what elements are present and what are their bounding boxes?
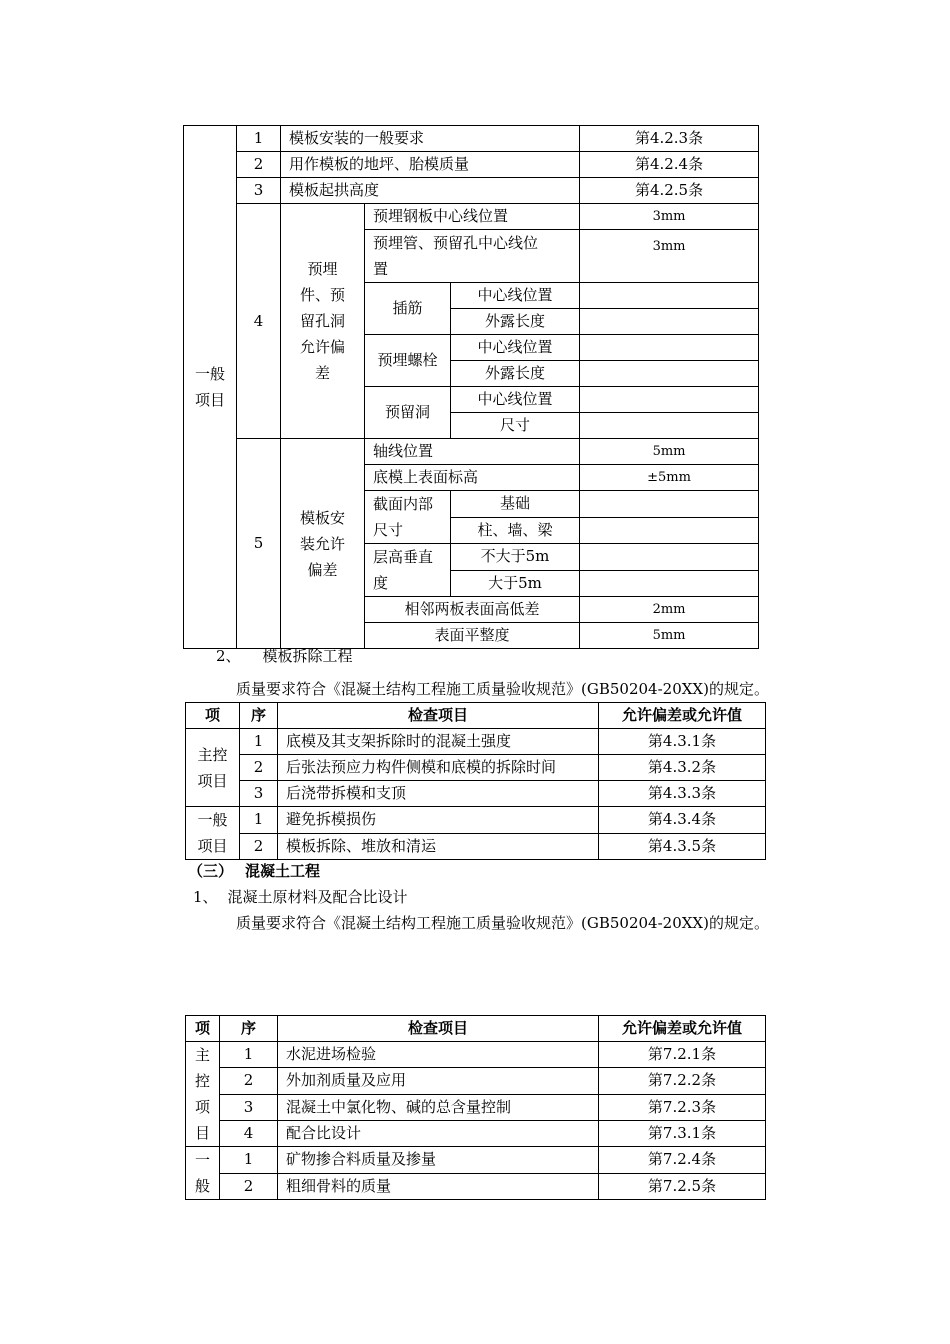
check-item: 水泥进场检验 (278, 1042, 599, 1068)
main-items-label: 主 控 项 目 (186, 1042, 220, 1147)
check-item: 底模及其支架拆除时的混凝土强度 (278, 729, 599, 755)
allowed-value (580, 361, 759, 387)
check-item: 尺寸 (451, 413, 580, 439)
allowed-value: 第7.3.1条 (599, 1120, 766, 1146)
bolt-label: 预埋螺栓 (365, 335, 451, 387)
seq: 2 (240, 833, 278, 860)
concrete-materials-table (185, 1015, 766, 1200)
col-header: 序 (220, 1016, 278, 1042)
allowed-value: 第7.2.1条 (599, 1042, 766, 1068)
col-header: 允许偏差或允许值 (599, 703, 766, 729)
seq: 5 (237, 439, 281, 649)
check-item: 模板拆除、堆放和清运 (278, 833, 599, 860)
hole-label: 预留洞 (365, 387, 451, 439)
embedded-parts-label: 预埋 件、预 留孔洞 允许偏 差 (281, 204, 365, 439)
allowed-value: 3mm (580, 204, 759, 230)
check-item: 配合比设计 (278, 1120, 599, 1146)
section-title: 模板拆除工程 (262, 647, 353, 665)
col-header: 序 (240, 703, 278, 729)
allowed-value (580, 335, 759, 361)
seq: 3 (237, 178, 281, 204)
section-label: 截面内部 尺寸 (365, 491, 451, 544)
seq: 2 (240, 755, 278, 781)
col-header: 检查项目 (278, 703, 599, 729)
allowed-value: 第7.2.5条 (599, 1173, 766, 1200)
check-item: 避免拆模损伤 (278, 807, 599, 834)
allowed-value (580, 413, 759, 439)
allowed-value: 5mm (580, 439, 759, 465)
seq: 3 (220, 1094, 278, 1120)
rebar-label: 插筋 (365, 283, 451, 335)
section-title: 混凝土原材料及配合比设计 (227, 888, 408, 906)
check-item: 用作模板的地坪、胎模质量 (281, 152, 580, 178)
allowed-value (580, 309, 759, 335)
allowed-value (580, 570, 759, 597)
check-item: 粗细骨料的质量 (278, 1173, 599, 1200)
section-title: 混凝土工程 (245, 862, 321, 880)
allowed-value: 第4.2.3条 (580, 126, 759, 152)
allowed-value: 3mm (580, 230, 759, 283)
col-header: 允许偏差或允许值 (599, 1016, 766, 1042)
allowed-value: ±5mm (580, 465, 759, 491)
section-3-heading (188, 860, 320, 881)
vertical-label: 层高垂直 度 (365, 544, 451, 597)
allowed-value: 第7.2.3条 (599, 1094, 766, 1120)
check-item: 不大于5m (451, 544, 580, 571)
check-item: 中心线位置 (451, 283, 580, 309)
general-items-label: 一般 项目 (184, 126, 237, 649)
allowed-value: 第4.2.4条 (580, 152, 759, 178)
check-item: 柱、墙、梁 (451, 517, 580, 544)
check-item: 后张法预应力构件侧模和底模的拆除时间 (278, 755, 599, 781)
seq: 4 (237, 204, 281, 439)
col-header: 项 (186, 703, 240, 729)
formwork-install-table (183, 125, 759, 649)
section-number: （三） (188, 862, 234, 880)
allowed-value: 第4.3.1条 (599, 729, 766, 755)
seq: 2 (220, 1068, 278, 1094)
allowed-value (580, 491, 759, 518)
seq: 1 (240, 807, 278, 834)
check-item: 表面平整度 (365, 623, 580, 649)
subsection-heading (193, 886, 408, 907)
general-items-label: 一般 项目 (186, 807, 240, 860)
check-item: 预埋管、预留孔中心线位 置 (365, 230, 580, 283)
check-item: 后浇带拆模和支顶 (278, 781, 599, 807)
check-item: 中心线位置 (451, 387, 580, 413)
allowed-value: 第4.3.5条 (599, 833, 766, 860)
check-item: 外露长度 (451, 309, 580, 335)
main-items-label: 主控 项目 (186, 729, 240, 807)
check-item: 模板起拱高度 (281, 178, 580, 204)
check-item: 大于5m (451, 570, 580, 597)
seq: 2 (220, 1173, 278, 1200)
allowed-value (580, 544, 759, 571)
seq: 1 (240, 729, 278, 755)
quality-requirement-text: 质量要求符合《混凝土结构工程施工质量验收规范》(GB50204-20XX)的规定。 (236, 914, 769, 932)
check-item: 相邻两板表面高低差 (365, 597, 580, 623)
seq: 1 (220, 1147, 278, 1174)
check-item: 中心线位置 (451, 335, 580, 361)
allowed-value (580, 283, 759, 309)
check-item: 外露长度 (451, 361, 580, 387)
allowed-value (580, 387, 759, 413)
check-item: 预埋钢板中心线位置 (365, 204, 580, 230)
seq: 1 (237, 126, 281, 152)
check-item: 基础 (451, 491, 580, 518)
quality-requirement-text: 质量要求符合《混凝土结构工程施工质量验收规范》(GB50204-20XX)的规定。 (236, 680, 769, 698)
check-item: 轴线位置 (365, 439, 580, 465)
formwork-removal-table (185, 702, 766, 860)
section-number: 2、 (216, 647, 241, 665)
general-items-label: 一 般 (186, 1147, 220, 1200)
seq: 4 (220, 1120, 278, 1146)
seq: 2 (237, 152, 281, 178)
formwork-tolerance-label: 模板安 装允许 偏差 (281, 439, 365, 649)
allowed-value: 5mm (580, 623, 759, 649)
col-header: 项 (186, 1016, 220, 1042)
check-item: 外加剂质量及应用 (278, 1068, 599, 1094)
check-item: 矿物掺合料质量及掺量 (278, 1147, 599, 1174)
allowed-value: 第4.3.2条 (599, 755, 766, 781)
seq: 3 (240, 781, 278, 807)
allowed-value: 第4.3.3条 (599, 781, 766, 807)
section-number: 1、 (193, 888, 218, 906)
allowed-value: 第4.3.4条 (599, 807, 766, 834)
allowed-value (580, 517, 759, 544)
allowed-value: 第7.2.2条 (599, 1068, 766, 1094)
seq: 1 (220, 1042, 278, 1068)
col-header: 检查项目 (278, 1016, 599, 1042)
check-item: 混凝土中氯化物、碱的总含量控制 (278, 1094, 599, 1120)
check-item: 底模上表面标高 (365, 465, 580, 491)
section-2-heading (216, 645, 353, 666)
check-item: 模板安装的一般要求 (281, 126, 580, 152)
allowed-value: 2mm (580, 597, 759, 623)
allowed-value: 第4.2.5条 (580, 178, 759, 204)
allowed-value: 第7.2.4条 (599, 1147, 766, 1174)
